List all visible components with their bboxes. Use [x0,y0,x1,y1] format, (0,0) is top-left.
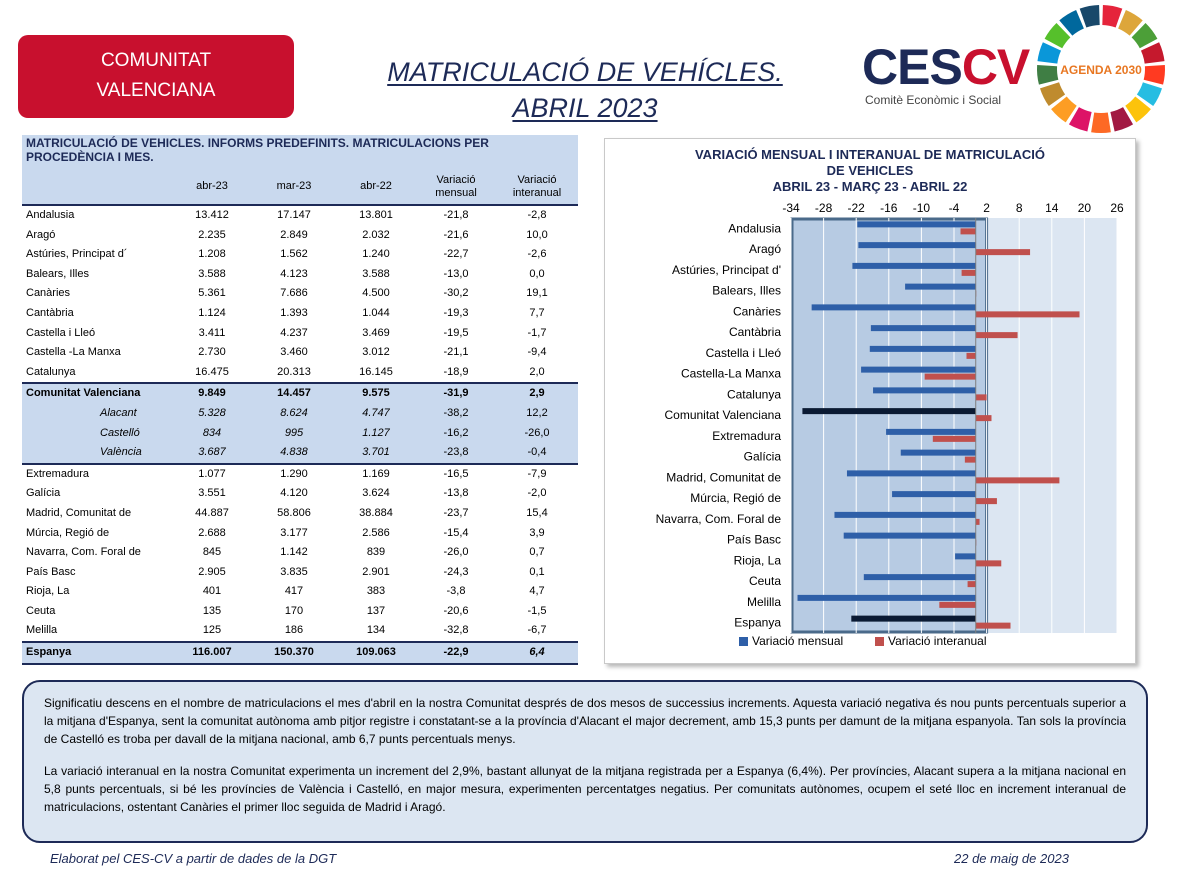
cell-v3: 1.044 [362,306,390,319]
bar-monthly [844,533,976,539]
cell-vm: -21,1 [443,346,469,359]
x-tick-label: 20 [1077,201,1092,215]
cell-vi: -1,5 [527,604,547,617]
cell-name: Aragó [26,228,56,241]
logo-subtitle: Comitè Econòmic i Social [865,93,1002,107]
cell-v1: 1.077 [172,464,252,485]
cell-v2: 1.393 [280,306,308,319]
bar-yearly [976,623,1011,629]
x-tick-label: 8 [1015,201,1023,215]
bar-monthly [861,367,976,373]
cell-v3: 3.588 [362,267,390,280]
cell-v3: 839 [366,546,386,559]
cell-vi: 15,4 [526,506,548,519]
cell-vi: 6,4 [496,642,578,664]
cell-v2: 3.177 [280,526,308,539]
bar-yearly [976,249,1030,255]
cell-v2: 3.460 [280,346,308,359]
cell-name: Comunitat Valenciana [22,383,172,404]
cell-v2: 417 [284,585,304,598]
cell-vm: -15,4 [443,526,469,539]
cell-vm: -21,6 [443,228,469,241]
cell-v1: 2.235 [198,228,226,241]
bar-yearly [939,602,975,608]
cell-v2: 20.313 [277,365,311,378]
cell-name: Astúries, Principat d´ [26,248,128,261]
y-category-label: Ceuta [748,574,781,589]
bar-yearly [976,332,1018,338]
cell-vm: -30,2 [443,287,469,300]
x-tick-label: -34 [782,201,800,215]
logo-ces-text: CES [862,39,962,95]
cell-v1: 834 [172,424,252,444]
cell-v1: 5.328 [172,404,252,424]
agenda-segment [1037,65,1058,85]
bar-yearly [965,457,976,463]
agenda-segment [1144,65,1165,85]
table-row [22,226,578,246]
bar-monthly [857,221,975,227]
x-tick-label: -16 [880,201,898,215]
bar-yearly [976,498,997,504]
cell-v3: 3.624 [362,487,390,500]
table-row [22,205,578,226]
header-monthly-variation: Variació mensual [435,173,477,199]
cell-v3: 3.469 [362,326,390,339]
y-category-label: Aragó [748,242,781,257]
cell-name: Castella i Lleó [26,326,96,339]
cell-v3: 1.240 [362,248,390,261]
cell-vi: 0,0 [529,267,545,280]
cell-v2: 58.806 [277,506,311,519]
y-category-label: Andalusia [728,221,781,236]
y-category-label: Espanya [734,615,781,630]
cell-v1: 2.730 [198,346,226,359]
cell-vi: -26,0 [496,424,578,444]
x-tick-label: -28 [814,201,833,215]
cell-vi: 2,9 [496,383,578,404]
bar-monthly [901,450,976,456]
y-category-label: País Basc [726,532,781,547]
table-row [22,543,578,563]
cell-vm: -31,9 [416,383,496,404]
cell-v3: 9.575 [336,383,416,404]
table-row [22,464,578,485]
cell-vm: -3,8 [446,585,466,598]
bar-yearly [976,477,1060,483]
logo-cv-text: CV [961,39,1030,95]
bar-monthly [886,429,976,435]
cell-v3: 383 [366,585,386,598]
table-row [22,363,578,384]
cell-v2: 995 [252,424,336,444]
cell-v1: 2.905 [198,565,226,578]
x-tick-label: -4 [948,201,960,215]
y-category-label: Navarra, Com. Foral de [655,511,781,526]
table-row [22,504,578,524]
cell-vi: -9,4 [527,346,547,359]
header-region [22,169,172,205]
cell-v3: 2.901 [362,565,390,578]
registrations-table-panel [22,135,578,665]
bar-monthly [812,304,976,310]
bar-yearly [976,311,1080,317]
x-tick-label: -10 [912,201,931,215]
cell-v2: 170 [284,604,304,617]
header-mar-23: mar-23 [276,180,312,192]
commentary-box [22,680,1148,843]
bar-yearly [962,270,976,276]
table-row [22,343,578,363]
cell-v2: 4.838 [252,443,336,464]
cell-v3: 1.169 [336,464,416,485]
cell-v2: 14.457 [252,383,336,404]
cell-v2: 7.686 [280,287,308,300]
page-title-line2: ABRIL 2023 [512,93,658,123]
cell-v1: 44.887 [195,506,229,519]
bar-yearly [976,415,992,421]
bar-yearly [976,560,1002,566]
chart-plot [605,139,1137,665]
agenda-2030-label: AGENDA 2030 [1060,63,1142,77]
cell-v3: 13.801 [359,209,393,221]
table-row [22,621,578,642]
bar-monthly [834,512,975,518]
cell-vi: -7,9 [496,464,578,485]
cell-name: Espanya [22,642,172,664]
cell-name: Múrcia, Regió de [26,526,110,539]
commentary-paragraph-2: La variació interanual en la nostra Comunitat experimenta un increment del 2,9%, bastant allunyat de la mitjana registrada per a Espanya (6,4%). Per províncies, Alacant supera a la mitjana nacional en 5,8 punts percentuals, si bé les províncies de València i Castelló, en major mesura, experimenten percentatges negatius. Per comunitats autònomes, ocupem el seté lloc en increment interanual de matriculacions, ostentant Canàries el primer lloc seguida de Madrid i Aragó. [44,764,1126,814]
cell-name: Ceuta [26,604,56,617]
cell-v1: 3.588 [198,267,226,280]
cell-vm: -23,8 [416,443,496,464]
x-tick-label: 14 [1045,201,1059,215]
y-category-label: Castella i Lleó [705,345,781,360]
cell-vi: 10,0 [526,228,548,241]
bar-monthly [870,346,976,352]
cell-v1: 1.124 [198,306,226,319]
bar-yearly [968,581,976,587]
cell-name: Madrid, Comunitat de [26,506,132,519]
cell-v1: 1.208 [198,248,226,261]
commentary-paragraph-1: Significatiu descens en el nombre de matriculacions el mes d'abril en la nostra Comunitat després de dos mesos de successius increments. Aquesta variació negativa és nou punts percentuals superior a la mitjana d'Espanya, sent la comunitat autònoma amb pitjor registre i constatant-se a la província d'Alacant el major decrement, amb 15,3 punts per damunt de la mitjana espanyola. Tan sols la província de Castelló es troba per davall de la mitjana nacional, amb 6,7 punts percentuals menys. [44,696,1126,746]
cell-vm: -32,8 [443,624,469,637]
cell-vi: 12,2 [496,404,578,424]
cell-vm: -13,0 [443,267,469,280]
cell-vi: -2,8 [527,209,547,221]
cell-v2: 4.120 [280,487,308,500]
cell-v3: 2.032 [362,228,390,241]
bar-monthly [871,325,976,331]
cell-v2: 1.562 [280,248,308,261]
table-row [22,563,578,583]
chart-title-line1: VARIACIÓ MENSUAL I INTERANUAL DE MATRICULACIÓ [694,147,1046,162]
agenda-segment [1102,5,1122,27]
y-category-label: Catalunya [726,387,781,402]
cell-vm: -19,5 [443,326,469,339]
bar-monthly [905,284,976,290]
table-row [22,265,578,285]
cell-v2: 1.142 [280,546,308,559]
y-category-label: Balears, Illes [712,283,781,298]
cell-v3: 137 [366,604,386,617]
footer-date: 22 de maig de 2023 [954,851,1069,866]
cell-name: Catalunya [26,365,76,378]
y-category-label: Castella-La Manxa [680,366,781,381]
bar-monthly [802,408,975,414]
cell-name: Rioja, La [26,585,70,598]
chart-title-line2: DE VEHICLES [826,163,914,178]
footer-source: Elaborat pel CES-CV a partir de dades de la DGT [50,851,337,866]
cescv-logo [862,39,1030,108]
cell-v2: 4.237 [280,326,308,339]
cell-name: Galícia [26,487,61,500]
cell-v3: 3.701 [336,443,416,464]
bar-yearly [925,374,976,380]
x-tick-label: -22 [847,201,865,215]
cell-vm: -23,7 [443,506,469,519]
x-tick-label: 2 [983,201,990,215]
legend-swatch-yearly [875,637,884,646]
cell-vm: -22,9 [416,642,496,664]
legend-label-monthly: Variació mensual [752,634,844,648]
cell-name: Castelló [22,424,172,444]
agenda-2030-logo [1028,4,1174,134]
bar-yearly [961,228,976,234]
x-tick-label: 26 [1110,201,1124,215]
cell-name: País Basc [26,565,76,578]
table-row [22,484,578,504]
page-title-line1: MATRICULACIÓ DE VEHÍCLES. [387,57,783,87]
cell-vi: 0,7 [529,546,545,559]
cell-v3: 2.586 [362,526,390,539]
cell-v2: 4.123 [280,267,308,280]
cell-vi: 3,9 [529,526,545,539]
region-badge [18,35,294,118]
cell-vi: 19,1 [526,287,548,300]
variation-chart [604,138,1136,664]
table-row [22,284,578,304]
cell-name: Alacant [22,404,172,424]
cell-v2: 1.290 [252,464,336,485]
cell-v1: 135 [202,604,222,617]
bar-monthly [892,491,976,497]
cell-v2: 150.370 [252,642,336,664]
cell-name: Castella -La Manxa [26,346,121,359]
cell-v1: 401 [202,585,222,598]
cell-v3: 134 [366,624,386,637]
cell-name: Extremadura [22,464,172,485]
cell-v2: 8.624 [252,404,336,424]
cell-v3: 3.012 [362,346,390,359]
cell-v3: 38.884 [359,506,393,519]
cell-v1: 3.687 [172,443,252,464]
table-row [22,524,578,544]
y-category-label: Madrid, Comunitat de [666,470,781,485]
bar-monthly [858,242,975,248]
cell-vm: -26,0 [443,546,469,559]
cell-v1: 9.849 [172,383,252,404]
table-row [22,642,578,664]
y-category-label: Astúries, Principat d' [671,262,781,277]
bar-monthly [955,553,976,559]
cell-vm: -21,8 [443,209,469,221]
y-category-label: Rioja, La [733,553,781,568]
page-title [350,54,820,126]
bar-yearly [966,353,975,359]
table-row [22,582,578,602]
cell-v1: 3.551 [198,487,226,500]
cell-v1: 13.412 [195,209,229,221]
cell-name: Andalusia [26,209,75,221]
cell-name: Cantàbria [26,306,74,319]
cell-name: Balears, Illes [26,267,89,280]
cell-v3: 1.127 [336,424,416,444]
cell-vm: -18,9 [443,365,469,378]
bar-monthly [873,387,976,393]
bar-yearly [976,394,987,400]
cell-v1: 845 [202,546,222,559]
chart-subtitle: ABRIL 23 - MARÇ 23 - ABRIL 22 [772,179,968,194]
bar-monthly [852,263,975,269]
cell-vi: 2,0 [529,365,545,378]
cell-vm: -13,8 [443,487,469,500]
agenda-segment [1091,112,1111,133]
cell-vm: -38,2 [416,404,496,424]
cell-name: Canàries [26,287,71,300]
cell-v1: 125 [202,624,222,637]
bar-monthly [864,574,976,580]
cell-v1: 3.411 [198,326,226,339]
y-category-label: Comunitat Valenciana [664,408,781,423]
cell-v2: 17.147 [277,209,311,221]
table-header-row [22,169,578,205]
cell-name: Melilla [26,624,58,637]
cell-v2: 186 [284,624,304,637]
cell-vm: -16,2 [416,424,496,444]
bar-monthly [847,470,976,476]
region-line2: VALENCIANA [96,80,216,101]
cell-vi: -0,4 [496,443,578,464]
cell-v3: 4.500 [362,287,390,300]
registrations-table [22,169,578,665]
table-row [22,304,578,324]
legend-label-yearly: Variació interanual [888,634,987,648]
cell-v2: 3.835 [280,565,308,578]
cell-v3: 16.145 [359,365,393,378]
cell-vi: -2,6 [527,248,547,261]
cell-name: València [22,443,172,464]
table-row [22,404,578,424]
header-yearly-variation: Variació interanual [512,173,562,199]
table-title: MATRICULACIÓ DE VEHICLES. INFORMS PREDEFINITS. MATRICULACIONS PER PROCEDÈNCIA I MES. [22,135,578,169]
cell-v3: 4.747 [336,404,416,424]
legend-swatch-monthly [739,637,748,646]
table-row [22,443,578,464]
y-category-label: Cantàbria [728,325,781,340]
header-abr-22: abr-22 [360,180,392,192]
cell-v1: 16.475 [195,365,229,378]
table-row [22,324,578,344]
cell-vm: -16,5 [416,464,496,485]
bar-yearly [933,436,976,442]
cell-vm: -20,6 [443,604,469,617]
table-row [22,424,578,444]
bar-yearly [976,519,980,525]
y-category-label: Canàries [732,304,781,319]
cell-vi: 4,7 [529,585,545,598]
cell-vm: -22,7 [443,248,469,261]
cell-vi: -1,7 [527,326,547,339]
table-row [22,602,578,622]
region-line1: COMUNITAT [100,50,212,71]
header-abr-23: abr-23 [196,180,228,192]
table-row [22,245,578,265]
cell-v1: 116.007 [172,642,252,664]
y-category-label: Melilla [746,594,781,609]
cell-v3: 109.063 [336,642,416,664]
cell-vi: 0,1 [529,565,545,578]
cell-vi: -2,0 [527,487,547,500]
bar-monthly [798,595,976,601]
agenda-segment [1080,5,1100,27]
cell-vi: -6,7 [527,624,547,637]
cell-vm: -19,3 [443,306,469,319]
y-category-label: Galícia [743,449,781,464]
cell-v2: 2.849 [280,228,308,241]
table-row [22,383,578,404]
cell-vi: 7,7 [529,306,545,319]
cell-v1: 2.688 [198,526,226,539]
y-category-label: Múrcia, Regió de [690,491,781,506]
cell-name: Navarra, Com. Foral de [26,546,141,559]
cell-vm: -24,3 [443,565,469,578]
y-category-label: Extremadura [712,428,781,443]
bar-monthly [851,616,975,622]
cell-v1: 5.361 [198,287,226,300]
